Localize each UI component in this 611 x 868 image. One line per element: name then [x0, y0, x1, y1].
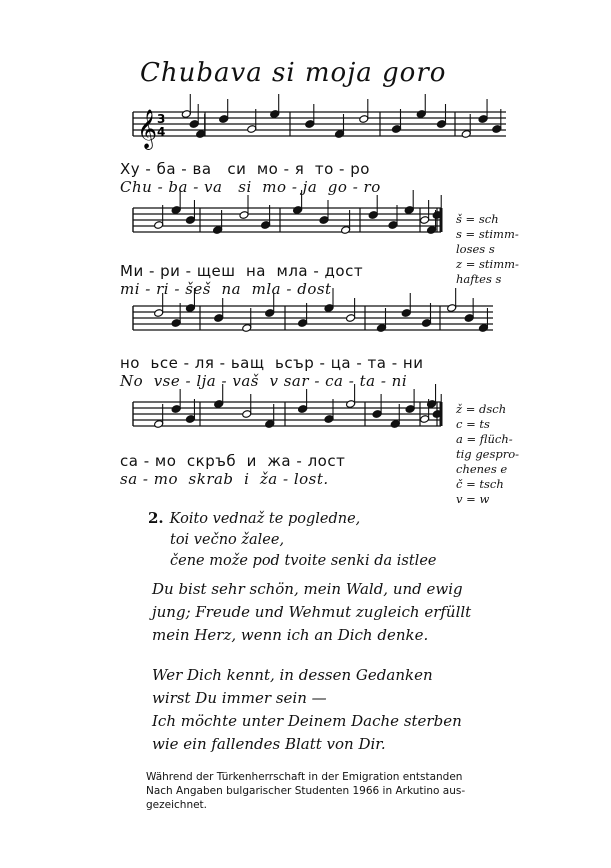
verse-number: 2. — [148, 509, 164, 527]
verse-2: 2. Koito vednaž te pogledne, toi večno žalee, čene može pod tvoite senki da istlee — [148, 509, 437, 569]
time-signature-top: 3 — [157, 112, 166, 126]
german-translation-1: Du bist sehr schön, mein Wald, und ewig jung; Freude und Wehmut zugleich erfüllt mein Herz, wenn ich an Dich denke. — [152, 580, 472, 644]
pronunciation-note-1: š = sch s = stimm- loses s z = stimm- haftes s — [456, 212, 519, 286]
treble-clef: 𝄞 — [137, 109, 158, 149]
song-title: Chubava si moja goro — [140, 58, 447, 88]
lyric-latin-2: mi - ri - šeš na mla - dost — [120, 280, 332, 298]
lyric-cyrillic-1: Ху - ба - ва си мо - я то - ро — [120, 160, 370, 178]
lyric-latin-4: sa - mo skrab i ža - lost. — [120, 470, 329, 488]
lyric-latin-1: Chu - ba - va si mo - ja go - ro — [120, 178, 381, 196]
lyric-cyrillic-3: но ьсе - ля - ьащ ьсър - ца - та - ни — [120, 354, 424, 372]
pronunciation-note-2: ž = dsch c = ts a = flüch- tig gespro- chenes e č = tsch v = w — [456, 402, 520, 506]
time-signature-bottom: 4 — [157, 125, 166, 139]
lyric-latin-3: No vse - lja - vaš v sar - ca - ta - ni — [120, 372, 408, 390]
lyric-cyrillic-4: са - мо скръб и жа - лост — [120, 452, 346, 470]
german-translation-2: Wer Dich kennt, in dessen Gedanken wirst Du immer sein — Ich möchte unter Deinem Dache sterben wie ein fallendes Blatt von Dir. — [152, 666, 462, 753]
lyric-cyrillic-2: Ми - ри - щеш на мла - дост — [120, 262, 364, 280]
footnote: Während der Türkenherrschaft in der Emigration entstanden Nach Angaben bulgarischer Studenten 1966 in Arkutino aus- gezeichnet. — [146, 771, 466, 811]
